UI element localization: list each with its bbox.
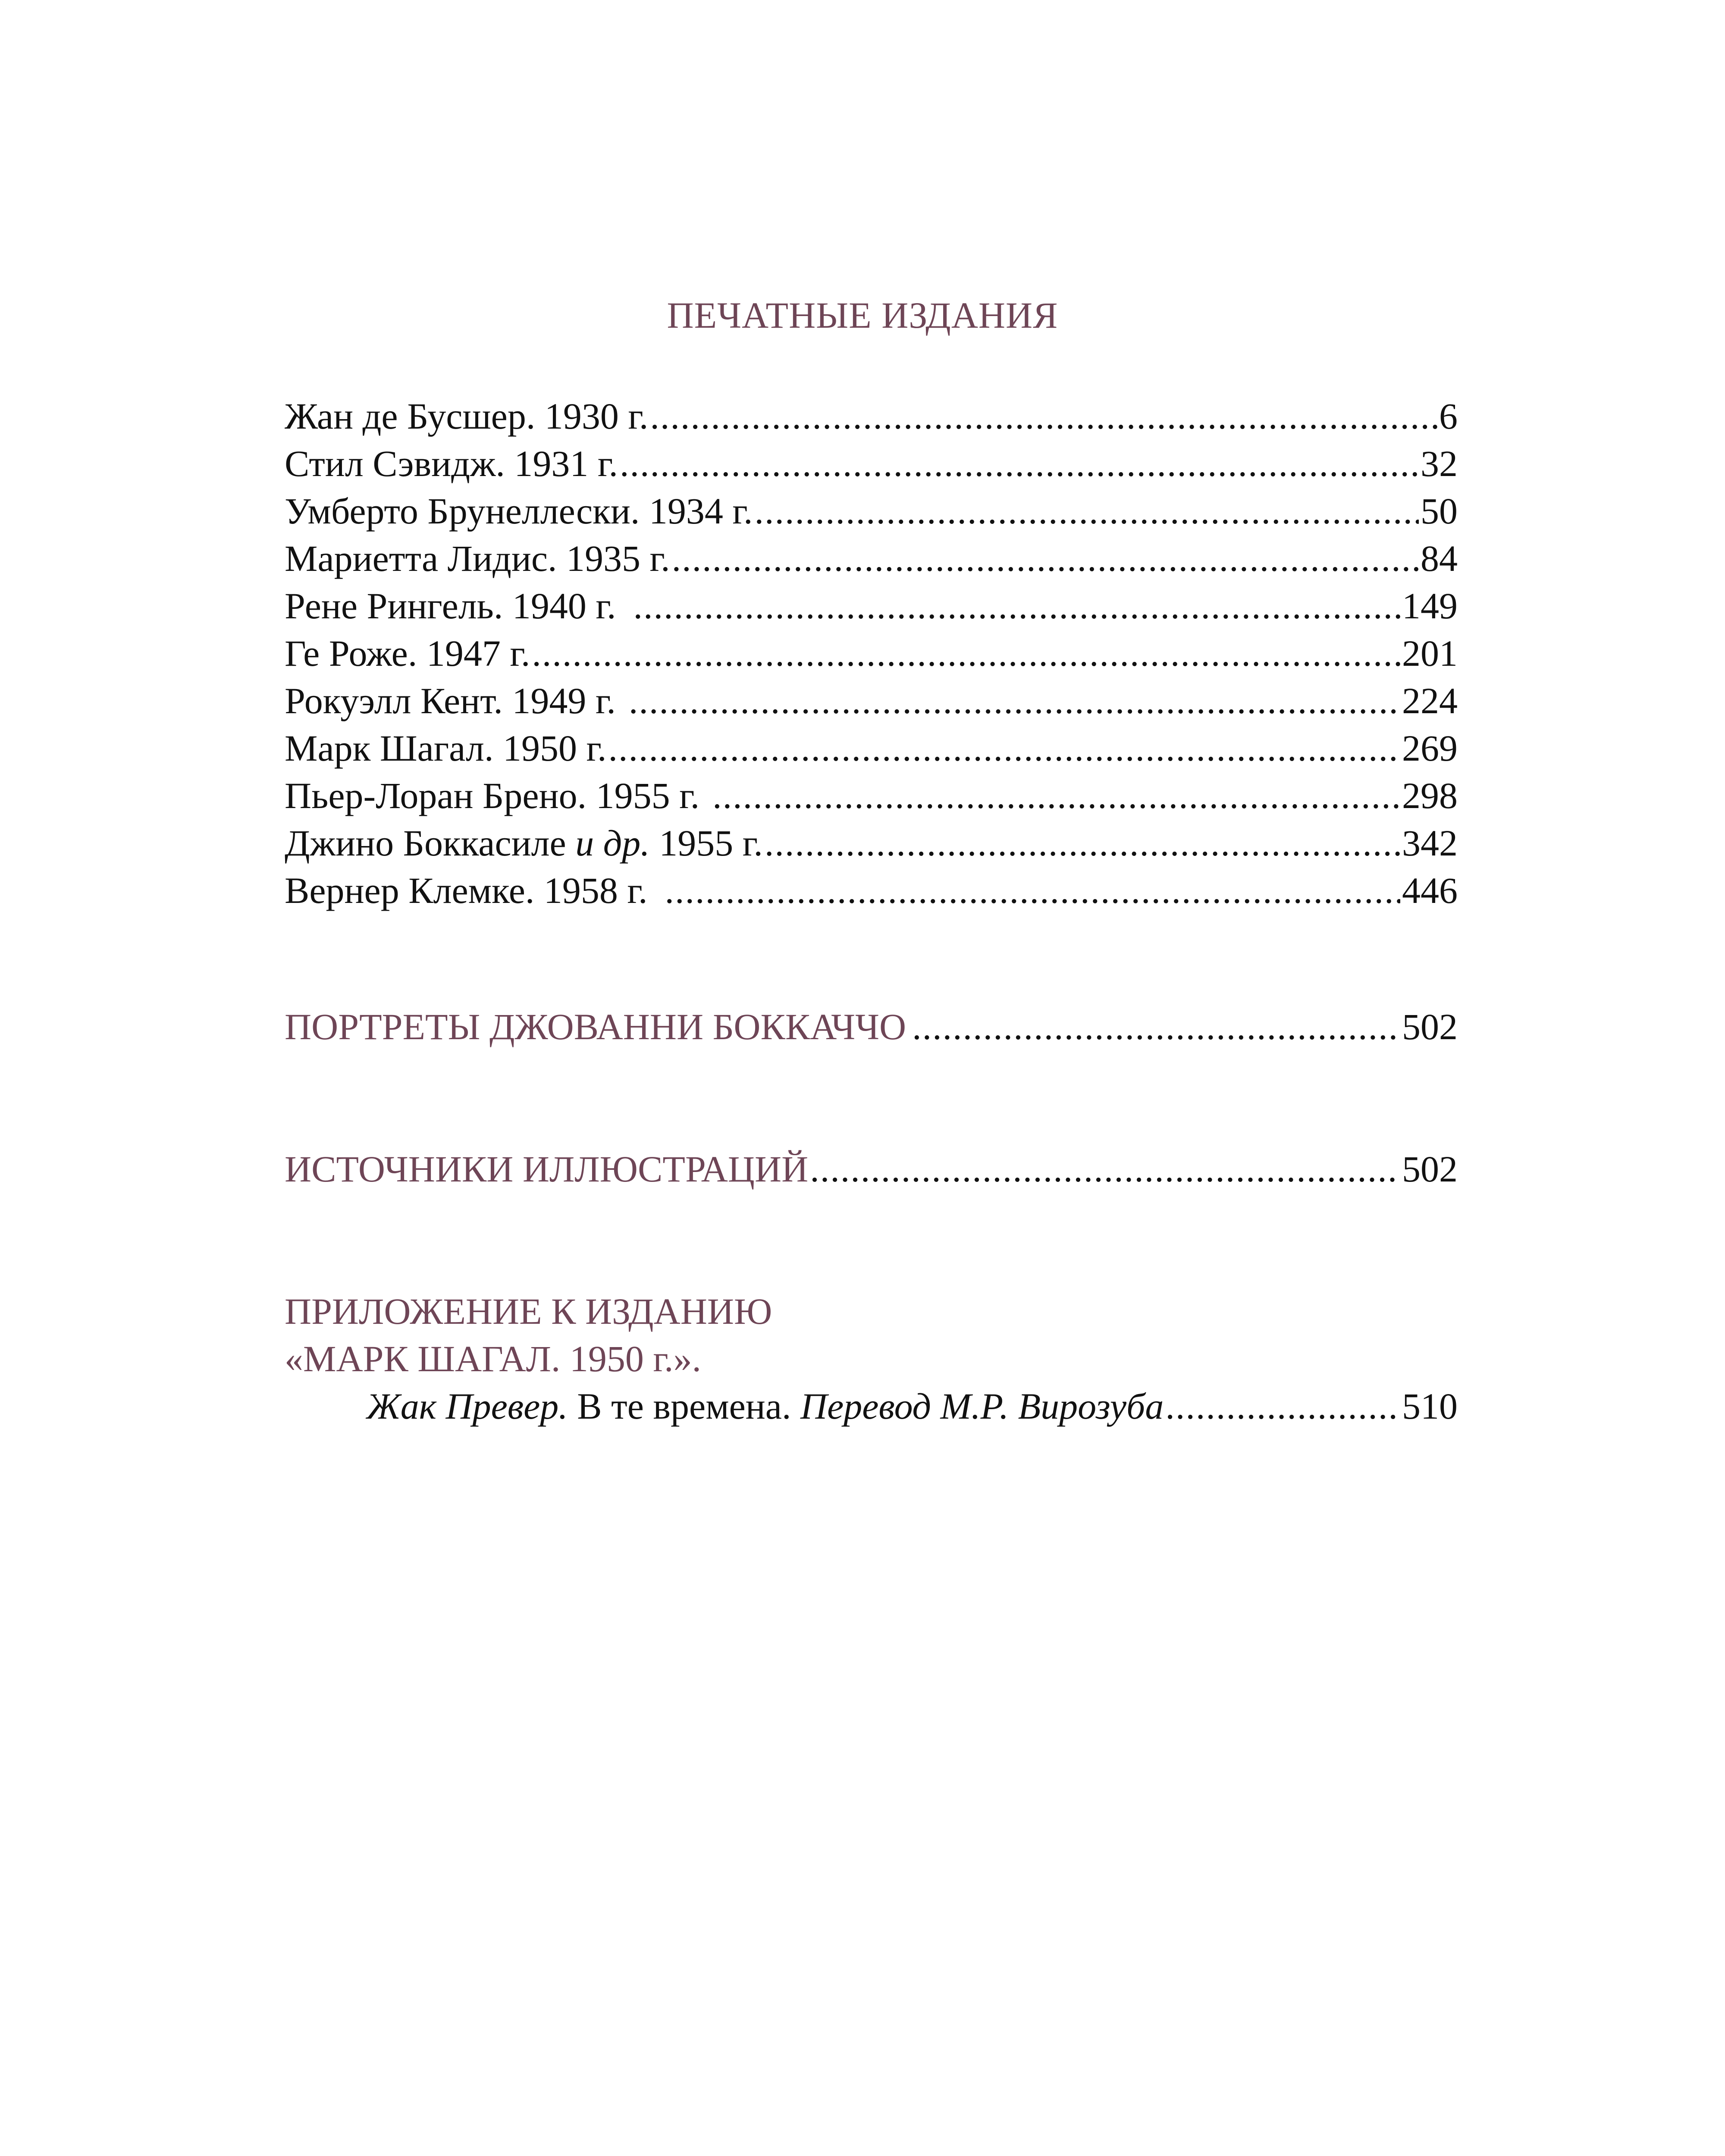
appendix-heading-line2: «МАРК ШАГАЛ. 1950 г.». [285, 1338, 701, 1379]
leader-dots [532, 635, 1400, 672]
leader-dots [912, 1008, 1400, 1045]
toc-row[interactable] [285, 727, 1458, 769]
appendix-entry[interactable] [367, 1385, 1458, 1427]
leader-dots [1165, 1388, 1400, 1425]
toc-row-page: 342 [1402, 822, 1458, 864]
toc-row-page: 6 [1439, 395, 1458, 437]
toc-row-page: 269 [1402, 727, 1458, 769]
appendix-entry-author: Жак Превер. [367, 1385, 568, 1427]
toc-row[interactable] [285, 585, 1458, 627]
toc-row-label: Пьер-Лоран Брено. 1955 г. [285, 775, 700, 816]
toc-row-label: Вернер Клемке. 1958 г. [285, 870, 648, 911]
printed-editions-heading: ПЕЧАТНЫЕ ИЗДАНИЯ [667, 295, 1058, 336]
toc-row-label: Жан де Бусшер. 1930 г. [285, 395, 649, 437]
appendix-entry-translator: Перевод М.Р. Вирозуба [800, 1385, 1164, 1427]
toc-row-page: 50 [1421, 490, 1458, 532]
toc-row-label: Стил Сэвидж. 1931 г. [285, 443, 618, 484]
leader-dots [633, 587, 1400, 624]
toc-row-page: 298 [1402, 775, 1458, 816]
toc-row-label: Ге Роже. 1947 г. [285, 633, 530, 674]
toc-row[interactable] [285, 777, 1458, 814]
toc-row[interactable] [285, 682, 1458, 719]
toc-row[interactable] [285, 445, 1458, 482]
toc-section-label: ИСТОЧНИКИ ИЛЛЮСТРАЦИЙ [285, 1148, 809, 1190]
leader-dots [765, 824, 1400, 862]
toc-section-label: ПОРТРЕТЫ ДЖОВАННИ БОККАЧЧО [285, 1006, 906, 1047]
leader-dots [665, 872, 1400, 909]
leader-dots [712, 777, 1400, 814]
toc-row-page: 201 [1402, 633, 1458, 674]
leader-dots [650, 398, 1437, 435]
leader-dots [810, 1150, 1400, 1188]
toc-row[interactable] [285, 395, 1458, 437]
leader-dots [755, 492, 1419, 530]
toc-row-page: 446 [1402, 870, 1458, 911]
toc-section-sources[interactable] [285, 1150, 1458, 1188]
leader-dots [672, 540, 1419, 577]
toc-row-page: 84 [1421, 538, 1458, 579]
appendix-entry-page: 510 [1402, 1385, 1458, 1427]
toc-section-page: 502 [1402, 1148, 1458, 1190]
leader-dots [629, 682, 1400, 719]
toc-row-page: 224 [1402, 680, 1458, 721]
toc-row-label-italic: и др. [575, 822, 650, 864]
toc-section-portraits[interactable] [285, 1008, 1458, 1045]
appendix-entry-label [367, 1385, 1164, 1427]
toc-row[interactable] [285, 540, 1458, 577]
leader-dots [608, 730, 1400, 767]
appendix-entry-title: В те времена. [568, 1385, 800, 1427]
toc-row-label: Марк Шагал. 1950 г. [285, 727, 607, 769]
toc-row-label-end: 1955 г. [649, 822, 763, 864]
toc-row-page: 149 [1402, 585, 1458, 627]
toc-row-label: Рокуэлл Кент. 1949 г. [285, 680, 616, 721]
toc-row[interactable] [285, 872, 1458, 909]
toc-row-page: 32 [1421, 443, 1458, 484]
toc-row[interactable] [285, 635, 1458, 672]
toc-section-page: 502 [1402, 1006, 1458, 1047]
leader-dots [620, 445, 1419, 482]
toc-row[interactable] [285, 824, 1458, 862]
toc-row-label [285, 824, 763, 862]
toc-row[interactable] [285, 492, 1458, 530]
toc-row-label: Умберто Брунеллески. 1934 г. [285, 490, 753, 532]
appendix-heading-line1: ПРИЛОЖЕНИЕ К ИЗДАНИЮ [285, 1291, 772, 1332]
toc-row-label: Рене Рингель. 1940 г. [285, 585, 616, 627]
toc-row-label: Мариетта Лидис. 1935 г. [285, 538, 670, 579]
toc-row-label-start: Джино Боккасиле [285, 822, 576, 864]
